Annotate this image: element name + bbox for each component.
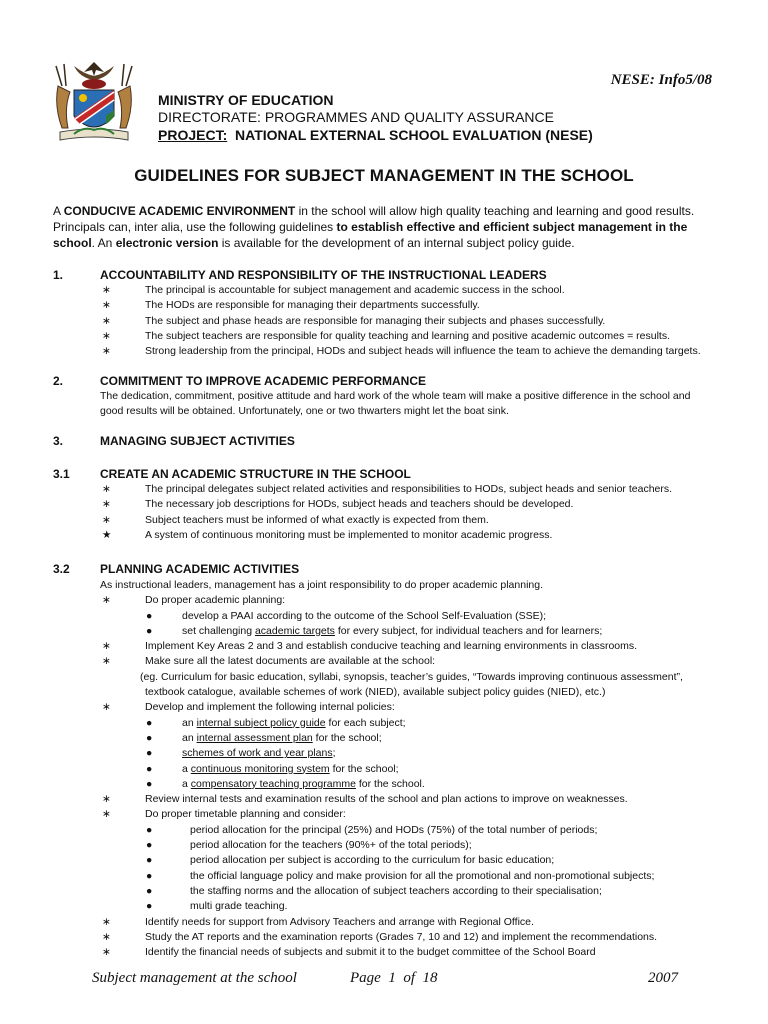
- asterisk-icon: ∗: [102, 594, 111, 607]
- bullet-icon: ●: [146, 839, 153, 852]
- asterisk-icon: ∗: [102, 284, 111, 296]
- sub-item: ● the staffing norms and the allocation of subject teachers according to their specialisation;: [100, 884, 740, 899]
- asterisk-icon: ∗: [102, 483, 111, 495]
- list-item: ∗ Develop and implement the following internal policies:: [100, 700, 740, 715]
- sub-item: ● a continuous monitoring system for the school;: [100, 762, 740, 777]
- list-item: ∗ The principal is accountable for subject management and academic success in the school.: [100, 283, 715, 298]
- sub-item: ● period allocation for the teachers (90%+ of the total periods);: [100, 838, 740, 853]
- sub-item: ● period allocation for the principal (25%) and HODs (75%) of the total number of periods;: [100, 823, 740, 838]
- directorate-name: DIRECTORATE: PROGRAMMES AND QUALITY ASSURANCE: [158, 109, 554, 125]
- sub-item: ● a compensatory teaching programme for the school.: [100, 777, 740, 792]
- bullet-icon: ●: [146, 777, 153, 790]
- section-heading: 3. MANAGING SUBJECT ACTIVITIES: [53, 434, 295, 448]
- list-item: ∗ Make sure all the latest documents are available at the school:: [100, 654, 740, 669]
- footer-title: Subject management at the school: [92, 970, 297, 986]
- document-list-line: textbook catalogue, available schemes of work (NIED), available subject policy guides (NIED), etc.): [145, 686, 606, 699]
- intro-paragraph: A CONDUCIVE ACADEMIC ENVIRONMENT in the school will allow high quality teaching and learning and good results. Principals can, inter alia, use the following guidelines to establish effective and efficient subject management in the school. An electronic version is available for the development of an internal subject policy guide.: [53, 204, 695, 250]
- sub-item: ● multi grade teaching.: [100, 899, 740, 914]
- list-item: ∗ Strong leadership from the principal, HODs and subject heads will influence the team to achieve the demanding targets.: [100, 344, 715, 359]
- asterisk-icon: ∗: [102, 701, 111, 714]
- section-heading: 1. ACCOUNTABILITY AND RESPONSIBILITY OF THE INSTRUCTIONAL LEADERS: [53, 268, 547, 282]
- footer-year: 2007: [648, 970, 678, 986]
- sub-item: ● period allocation per subject is according to the curriculum for basic education;: [100, 853, 740, 868]
- bullet-icon: ●: [146, 869, 153, 882]
- list-item: ∗ Do proper academic planning:: [100, 593, 740, 608]
- section-2-text: The dedication, commitment, positive attitude and hard work of the whole team will make a positive difference in the school and good results will be obtained. Unfortunately, one or two thwarters might let the boat sink.: [100, 390, 691, 418]
- list-item: ∗ The subject and phase heads are responsible for managing their subjects and phases successfully.: [100, 314, 715, 329]
- bullet-icon: ●: [146, 731, 153, 744]
- asterisk-icon: ∗: [102, 946, 111, 959]
- section-3-2-content: [100, 578, 740, 960]
- list-item: ∗ The HODs are responsible for managing their departments successfully.: [100, 298, 715, 313]
- bullet-icon: ●: [146, 747, 153, 760]
- page-number: Page 1 of 18: [350, 970, 438, 986]
- asterisk-icon: ∗: [102, 314, 111, 327]
- section-3-1-list: [100, 482, 715, 543]
- asterisk-icon: ∗: [102, 930, 111, 943]
- bullet-icon: ●: [146, 884, 153, 897]
- sub-item: ● an internal assessment plan for the school;: [100, 731, 740, 746]
- sub-item: ● the official language policy and make provision for all the promotional and non-promotional subjects;: [100, 869, 740, 884]
- ministry-name: MINISTRY OF EDUCATION: [158, 92, 334, 108]
- bullet-icon: ●: [146, 823, 153, 836]
- asterisk-icon: ∗: [102, 655, 111, 668]
- asterisk-icon: ∗: [102, 793, 111, 806]
- star-icon: ★: [102, 528, 112, 541]
- section-heading: 2. COMMITMENT TO IMPROVE ACADEMIC PERFORMANCE: [53, 374, 426, 388]
- list-item: ∗ Identify needs for support from Advisory Teachers and arrange with Regional Office.: [100, 915, 740, 930]
- asterisk-icon: ∗: [102, 915, 111, 928]
- list-item: ∗ Subject teachers must be informed of what exactly is expected from them.: [100, 513, 715, 528]
- asterisk-icon: ∗: [102, 513, 111, 526]
- asterisk-icon: ∗: [102, 498, 111, 511]
- asterisk-icon: ∗: [102, 299, 111, 312]
- list-item: ∗ The subject teachers are responsible for quality teaching and learning and positive academic outcomes = results.: [100, 329, 715, 344]
- sub-item: ● an internal subject policy guide for each subject;: [100, 716, 740, 731]
- project-name: NATIONAL EXTERNAL SCHOOL EVALUATION (NESE): [227, 127, 593, 143]
- section-1-list: [100, 283, 715, 359]
- section-heading: 3.2 PLANNING ACADEMIC ACTIVITIES: [53, 562, 300, 576]
- sub-item: ● schemes of work and year plans;: [100, 746, 740, 761]
- section-lead: As instructional leaders, management has a joint responsibility to do proper academic planning.: [100, 579, 543, 591]
- bullet-icon: ●: [146, 624, 153, 637]
- list-item: ∗ Identify the financial needs of subjects and submit it to the budget committee of the School Board: [100, 945, 740, 960]
- bullet-icon: ●: [146, 609, 153, 622]
- coat-of-arms-logo: [44, 56, 144, 156]
- asterisk-icon: ∗: [102, 640, 111, 653]
- bullet-icon: ●: [146, 716, 153, 729]
- list-item: ∗ Implement Key Areas 2 and 3 and establish conducive teaching and learning environments in classrooms.: [100, 639, 740, 654]
- bullet-icon: ●: [146, 762, 153, 775]
- section-heading: 3.1 CREATE AN ACADEMIC STRUCTURE IN THE SCHOOL: [53, 467, 411, 481]
- bullet-icon: ●: [146, 854, 153, 867]
- project-label: PROJECT:: [158, 127, 228, 143]
- list-item: ∗ The necessary job descriptions for HODs, subject heads and teachers should be developed.: [100, 497, 715, 512]
- list-item: ∗ Do proper timetable planning and consider:: [100, 807, 740, 822]
- list-item: ∗ Study the AT reports and the examination reports (Grades 7, 10 and 12) and implement the recommendations.: [100, 930, 740, 945]
- asterisk-icon: ∗: [102, 808, 111, 821]
- list-item: ★ A system of continuous monitoring must be implemented to monitor academic progress.: [100, 528, 715, 543]
- list-item: ∗ The principal delegates subject related activities and responsibilities to HODs, subject heads and senior teachers.: [100, 482, 715, 497]
- asterisk-icon: ∗: [102, 345, 111, 358]
- list-item: ∗ Review internal tests and examination results of the school and plan actions to improve on weaknesses.: [100, 792, 740, 807]
- project-line: [158, 127, 593, 144]
- document-reference: NESE: Info5/08: [610, 72, 712, 88]
- sub-item: ● develop a PAAI according to the outcome of the School Self-Evaluation (SSE);: [100, 609, 740, 624]
- document-list-line: (eg. Curriculum for basic education, syllabi, synopsis, teacher’s guides, “Towards improving continuous assessment”,: [140, 670, 683, 683]
- bullet-icon: ●: [146, 900, 153, 913]
- sub-item: ● set challenging academic targets for every subject, for individual teachers and for learners;: [100, 624, 740, 639]
- page-title: GUIDELINES FOR SUBJECT MANAGEMENT IN THE SCHOOL: [134, 166, 634, 185]
- asterisk-icon: ∗: [102, 329, 111, 342]
